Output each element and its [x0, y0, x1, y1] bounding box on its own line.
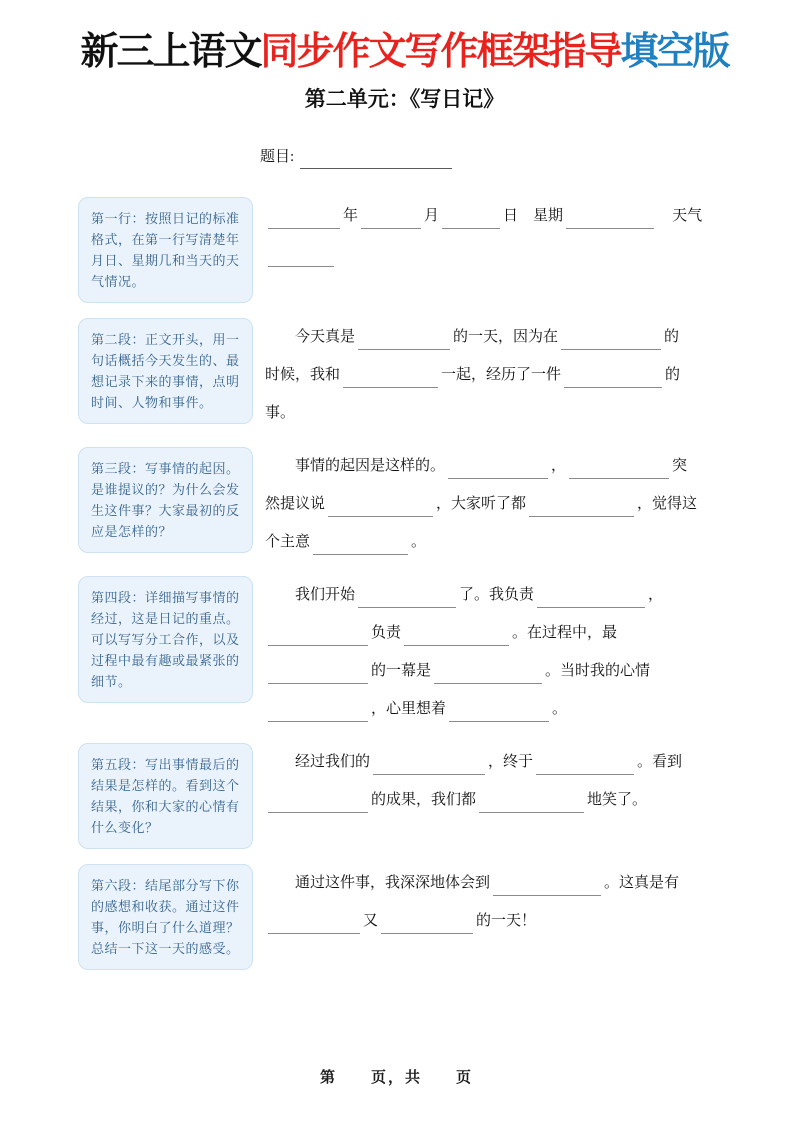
note-box-label: 第六段：结尾部分写下你的感想和收获。通过这件事，你明白了什么道理？总结一下这一天的感受。 [78, 864, 253, 970]
content-text: 时候，我和 [265, 367, 341, 383]
content-text: 然提议说 [265, 496, 326, 512]
fill-blank [566, 206, 654, 229]
content-text: 。当时我的心情 [545, 663, 651, 679]
section-content [265, 743, 731, 819]
sections-container [78, 197, 731, 970]
content-text: 。看到 [637, 754, 683, 770]
content-text: 的一幕是 [371, 663, 432, 679]
content-text: 月 [424, 208, 440, 224]
unit-subtitle: 第二单元：《写日记》 [304, 87, 505, 111]
fill-blank [442, 206, 500, 229]
fill-blank [361, 206, 421, 229]
content-text: ，终于 [488, 754, 534, 770]
content-text: 日 [503, 208, 519, 224]
fill-blank [449, 699, 549, 722]
topic-row [260, 145, 731, 169]
fill-blank [268, 911, 360, 934]
fill-blank [564, 365, 662, 388]
fill-blank [537, 585, 645, 608]
content-text: 了。我负责 [459, 587, 535, 603]
fill-blank [479, 790, 584, 813]
note-box-label: 第五段：写出事情最后的结果是怎样的。看到这个结果，你和大家的心情有什么变化？ [78, 743, 253, 849]
content-text: 通过这件事，我深深地体会到 [295, 875, 491, 891]
page-footer: 第 页，共 页 [319, 1069, 473, 1086]
content-text: ，大家听了都 [436, 496, 527, 512]
content-text: 一起，经历了一件 [441, 367, 562, 383]
section-row [78, 743, 731, 849]
topic-label: 题目: [260, 149, 295, 165]
fill-blank [268, 206, 340, 229]
fill-blank [343, 365, 438, 388]
content-text: 我们开始 [295, 587, 356, 603]
content-text: 天气 [657, 208, 703, 224]
section-row [78, 318, 731, 432]
fill-blank [561, 327, 661, 350]
topic-blank-line [300, 148, 452, 169]
fill-blank [493, 873, 601, 896]
content-text: 的一天！ [476, 913, 537, 929]
fill-blank [373, 752, 485, 775]
section-content [265, 576, 731, 728]
fill-blank [434, 661, 542, 684]
title-segment-blue: 填空版 [620, 31, 729, 73]
fill-blank [358, 327, 450, 350]
content-text: 年 [343, 208, 359, 224]
content-text: 事情的起因是这样的。 [295, 458, 446, 474]
content-text: 。在过程中，最 [512, 625, 618, 641]
content-text: 突 [672, 458, 688, 474]
content-text: 个主意 [265, 534, 311, 550]
content-text: 又 [363, 913, 379, 929]
fill-blank [569, 456, 669, 479]
content-text: ，心里想着 [371, 701, 447, 717]
note-box-label: 第一行：按照日记的标准格式，在第一行写清楚年月日、星期几和当天的天气情况。 [78, 197, 253, 303]
fill-blank [268, 623, 368, 646]
title-segment-black: 新三上语文 [80, 31, 261, 73]
section-content [265, 864, 731, 940]
fill-blank [448, 456, 548, 479]
section-row [78, 197, 731, 303]
content-text: ， [551, 458, 567, 474]
section-row [78, 864, 731, 970]
fill-blank [328, 494, 433, 517]
content-text: 。 [411, 534, 427, 550]
fill-blank [268, 244, 334, 267]
section-content [265, 197, 731, 273]
fill-blank [268, 661, 368, 684]
page-title [78, 20, 731, 75]
section-row [78, 447, 731, 561]
fill-blank [536, 752, 634, 775]
content-text: 。 [552, 701, 568, 717]
content-text: 。这真是有 [604, 875, 680, 891]
fill-blank [268, 790, 368, 813]
content-text: 经过我们的 [295, 754, 371, 770]
content-text: 的 [664, 329, 680, 345]
content-text: 的成果，我们都 [371, 792, 477, 808]
content-text: ，觉得这 [637, 496, 698, 512]
content-text: ， [648, 587, 664, 603]
content-text: 的一天，因为在 [453, 329, 559, 345]
content-text: 事。 [265, 405, 296, 421]
content-text: 星期 [518, 208, 564, 224]
section-content [265, 447, 731, 561]
fill-blank [268, 699, 368, 722]
note-box-label: 第四段：详细描写事情的经过，这是日记的重点。可以写写分工合作，以及过程中最有趣或最紧张的细节。 [78, 576, 253, 703]
content-text: 地笑了。 [587, 792, 648, 808]
note-box-label: 第二段：正文开头，用一句话概括今天发生的、最想记录下来的事情，点明时间、人物和事件。 [78, 318, 253, 424]
fill-blank [529, 494, 634, 517]
note-box-label: 第三段：写事情的起因。是谁提议的？为什么会发生这件事？大家最初的反应是怎样的？ [78, 447, 253, 553]
section-row [78, 576, 731, 728]
fill-blank [313, 532, 408, 555]
title-segment-red: 同步作文写作框架指导 [260, 31, 621, 73]
fill-blank [358, 585, 456, 608]
content-text: 的 [665, 367, 681, 383]
section-content [265, 318, 731, 432]
content-text: 今天真是 [295, 329, 356, 345]
content-text: 负责 [371, 625, 402, 641]
fill-blank [404, 623, 509, 646]
fill-blank [381, 911, 473, 934]
